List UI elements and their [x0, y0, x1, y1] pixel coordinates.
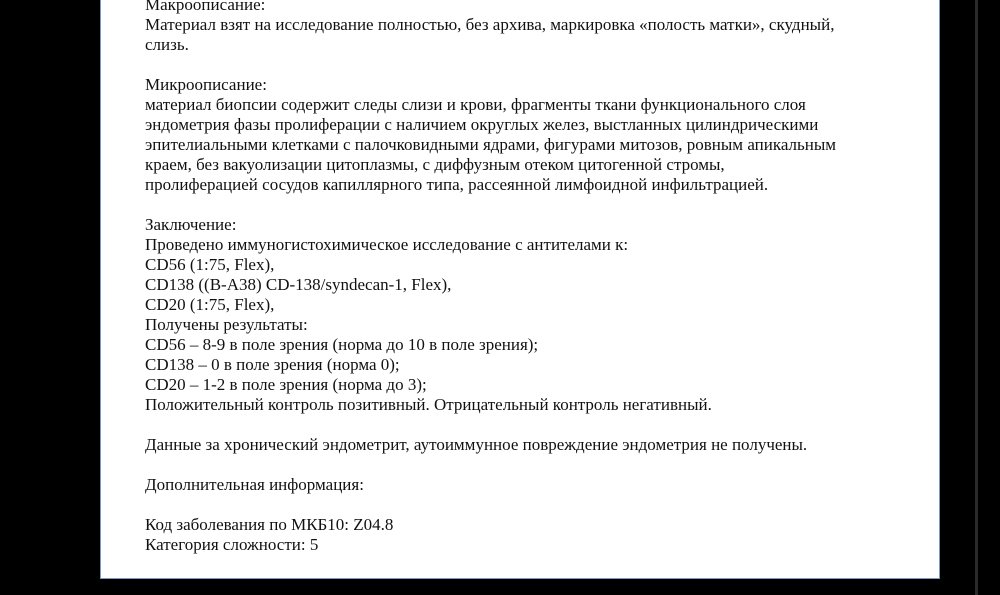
conclusion-line: CD56 – 8-9 в поле зрения (норма до 10 в поле зрения);	[145, 335, 539, 354]
document-page	[100, 0, 940, 579]
conclusion-line: CD20 (1:75, Flex),	[145, 295, 275, 314]
macro-line: слизь.	[145, 35, 189, 54]
micro-line: пролиферацией сосудов капиллярного типа, рассеянной лимфоидной инфильтрацией.	[145, 175, 769, 194]
conclusion-line: Получены результаты:	[145, 315, 308, 334]
micro-line: материал биопсии содержит следы слизи и крови, фрагменты ткани функционального слоя	[145, 95, 806, 114]
conclusion-line: CD138 ((B-A38) CD-138/syndecan-1, Flex),	[145, 275, 452, 294]
macro-heading: Макроописание:	[145, 0, 266, 14]
micro-line: эндометрия фазы пролиферации с наличием округлых желез, выстланных цилиндрическими	[145, 115, 819, 134]
report-content	[145, 0, 905, 555]
conclusion-line: Проведено иммуногистохимическое исследование с антителами к:	[145, 235, 629, 254]
conclusion-line: Положительный контроль позитивный. Отрицательный контроль негативный.	[145, 395, 712, 414]
conclusion-line: CD56 (1:75, Flex),	[145, 255, 275, 274]
scrollbar[interactable]	[975, 0, 978, 595]
micro-line: эпителиальными клетками с палочковидными ядрами, фигурами митозов, ровным апикальным	[145, 135, 837, 154]
conclusion-line: CD20 – 1-2 в поле зрения (норма до 3);	[145, 375, 427, 394]
summary-line: Данные за хронический эндометрит, аутоиммунное повреждение эндометрия не получены.	[145, 435, 808, 454]
micro-line: краем, без вакуолизации цитоплазмы, с диффузным отеком цитогенной стромы,	[145, 155, 725, 174]
micro-heading: Микроописание:	[145, 75, 267, 94]
additional-heading: Дополнительная информация:	[145, 475, 364, 494]
icd-code: Код заболевания по МКБ10: Z04.8	[145, 515, 394, 534]
macro-line: Материал взят на исследование полностью, без архива, маркировка «полость матки», скудный,	[145, 15, 835, 34]
complexity-category: Категория сложности: 5	[145, 535, 319, 554]
conclusion-line: CD138 – 0 в поле зрения (норма 0);	[145, 355, 400, 374]
conclusion-heading: Заключение:	[145, 215, 237, 234]
